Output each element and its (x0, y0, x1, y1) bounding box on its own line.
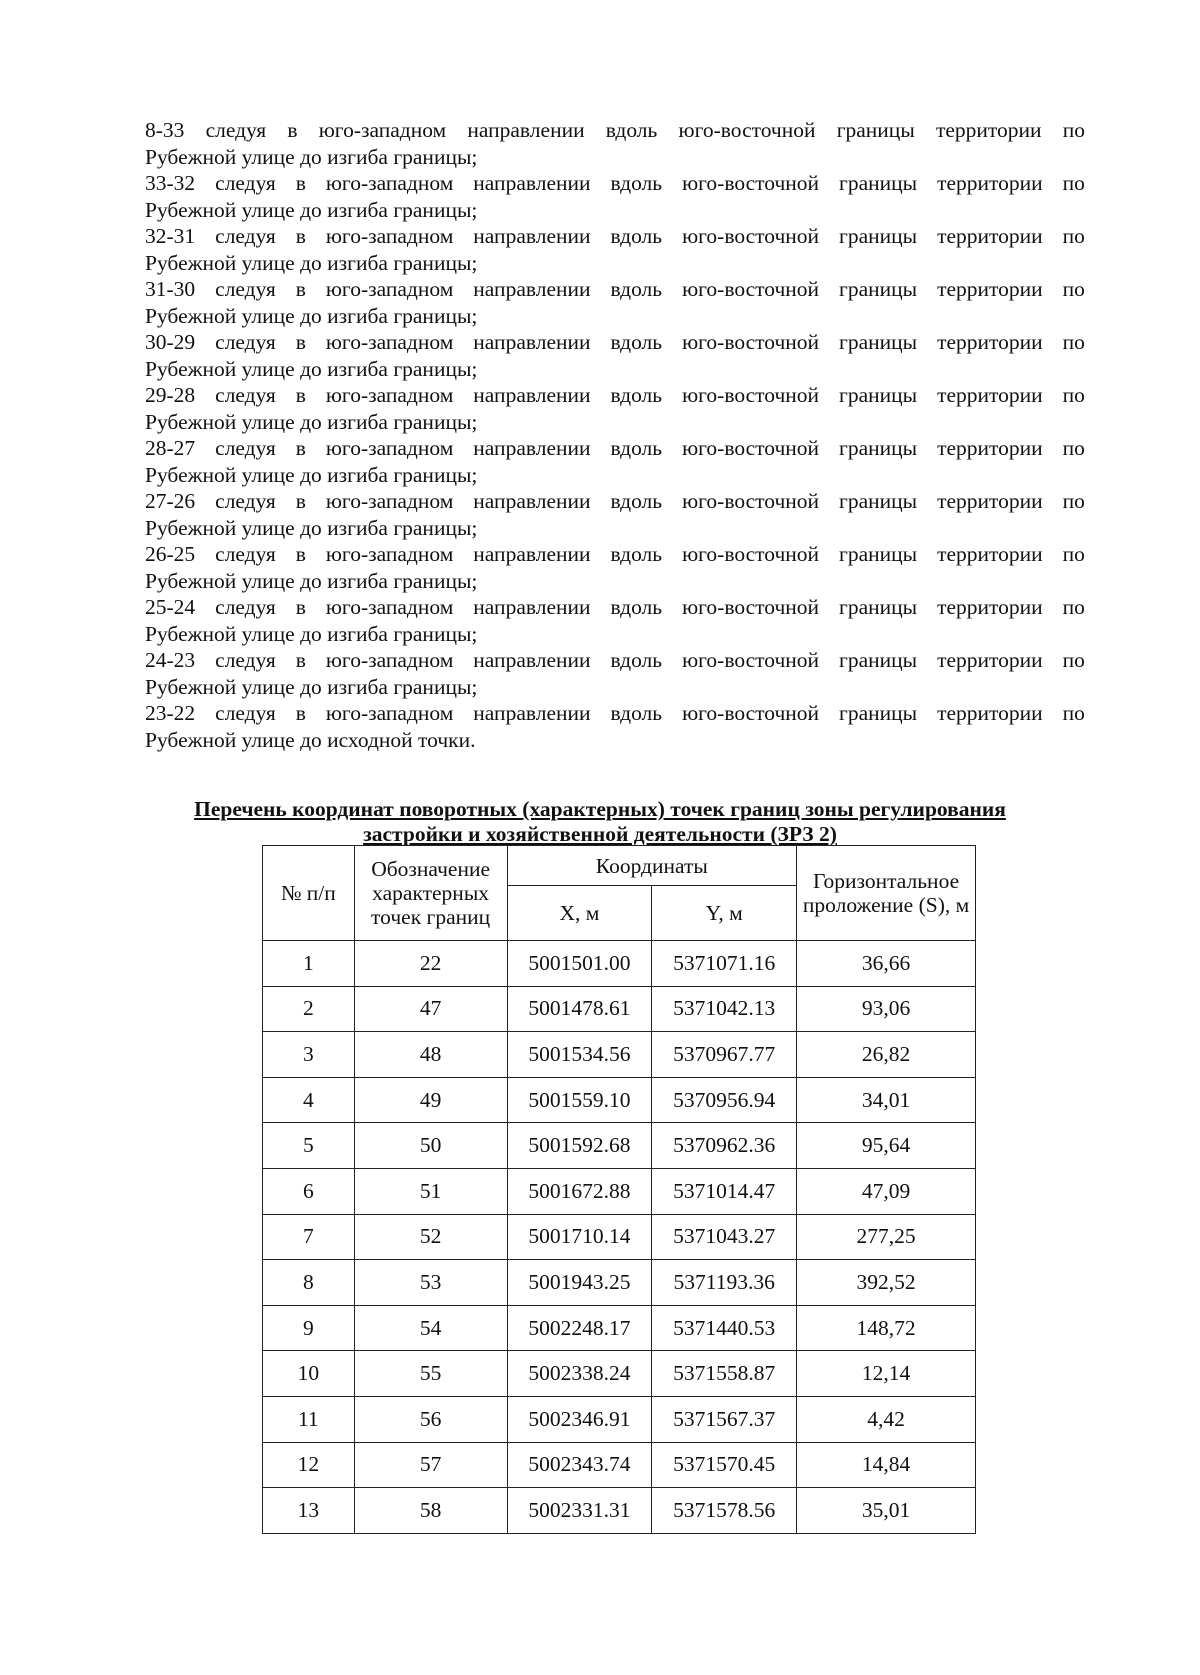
word: юго-восточной (682, 648, 820, 672)
word: 24-23 (145, 648, 196, 672)
word: территории (937, 595, 1043, 619)
word: территории (937, 436, 1043, 460)
y-coordinate: 5371071.16 (652, 941, 797, 987)
boundary-description (145, 117, 1085, 753)
x-coordinate: 5002331.31 (507, 1488, 652, 1534)
segment-entry (145, 329, 1085, 382)
word: в (295, 171, 306, 195)
word: 23-22 (145, 701, 196, 725)
segment-entry (145, 117, 1085, 170)
column-header-horizontal: Горизонтальное проложение (S), м (797, 846, 976, 941)
segment-second-line: Рубежной улице до изгиба границы; (145, 409, 478, 434)
segment-entry (145, 382, 1085, 435)
word: в (295, 595, 306, 619)
word: границы (839, 330, 918, 354)
row-number: 6 (263, 1168, 355, 1214)
word: в (295, 224, 306, 248)
word: вдоль (610, 383, 663, 407)
segment-first-line (145, 700, 1085, 727)
point-designation: 54 (354, 1305, 507, 1351)
table-title: Перечень координат поворотных (характерных) точек границ зоны регулирования застройки и хозяйственной деятельности (ЗРЗ 2) (194, 797, 1006, 846)
table-row (263, 1351, 976, 1397)
word: 26-25 (145, 542, 196, 566)
word: юго-восточной (682, 330, 820, 354)
point-designation: 53 (354, 1260, 507, 1306)
segment-second-line: Рубежной улице до изгиба границы; (145, 197, 478, 222)
word: следуя (215, 436, 276, 460)
word: юго-восточной (682, 224, 820, 248)
word: по (1062, 383, 1085, 407)
word: в (295, 489, 306, 513)
point-designation: 50 (354, 1123, 507, 1169)
word: границы (839, 701, 918, 725)
coordinates-table (262, 845, 976, 1534)
word: по (1062, 436, 1085, 460)
horizontal-distance: 47,09 (797, 1168, 976, 1214)
table-row (263, 1442, 976, 1488)
word: 25-24 (145, 595, 196, 619)
word: вдоль (610, 595, 663, 619)
word: 31-30 (145, 277, 196, 301)
word: границы (839, 648, 918, 672)
word: границы (839, 489, 918, 513)
horizontal-distance: 35,01 (797, 1488, 976, 1534)
word: следуя (215, 489, 276, 513)
word: юго-восточной (678, 118, 816, 142)
y-coordinate: 5370956.94 (652, 1077, 797, 1123)
word: по (1062, 648, 1085, 672)
row-number: 11 (263, 1396, 355, 1442)
point-designation: 55 (354, 1351, 507, 1397)
segment-first-line (145, 223, 1085, 250)
word: следуя (215, 542, 276, 566)
row-number: 13 (263, 1488, 355, 1534)
word: юго-западном (318, 118, 447, 142)
horizontal-distance: 26,82 (797, 1032, 976, 1078)
word: вдоль (610, 224, 663, 248)
word: направлении (473, 489, 591, 513)
word: границы (839, 542, 918, 566)
word: 29-28 (145, 383, 196, 407)
word: 8-33 (145, 118, 185, 142)
word: направлении (473, 648, 591, 672)
segment-first-line (145, 488, 1085, 515)
word: следуя (215, 648, 276, 672)
x-coordinate: 5001501.00 (507, 941, 652, 987)
word: границы (839, 277, 918, 301)
word: направлении (473, 542, 591, 566)
row-number: 1 (263, 941, 355, 987)
word: направлении (473, 224, 591, 248)
word: юго-западном (325, 489, 454, 513)
segment-entry (145, 170, 1085, 223)
segment-second-line: Рубежной улице до изгиба границы; (145, 250, 478, 275)
segment-second-line: Рубежной улице до изгиба границы; (145, 568, 478, 593)
word: вдоль (610, 489, 663, 513)
word: юго-западном (325, 224, 454, 248)
horizontal-distance: 148,72 (797, 1305, 976, 1351)
word: территории (937, 330, 1043, 354)
word: вдоль (610, 277, 663, 301)
column-header-number: № п/п (263, 846, 355, 941)
segment-second-line: Рубежной улице до изгиба границы; (145, 674, 478, 699)
segment-entry (145, 488, 1085, 541)
horizontal-distance: 392,52 (797, 1260, 976, 1306)
table-row (263, 1396, 976, 1442)
word: вдоль (610, 701, 663, 725)
column-header-x: X, м (507, 886, 652, 941)
horizontal-distance: 4,42 (797, 1396, 976, 1442)
point-designation: 22 (354, 941, 507, 987)
x-coordinate: 5001592.68 (507, 1123, 652, 1169)
word: следуя (215, 595, 276, 619)
word: следуя (215, 383, 276, 407)
word: границы (836, 118, 915, 142)
row-number: 9 (263, 1305, 355, 1351)
word: следуя (215, 277, 276, 301)
word: направлении (467, 118, 585, 142)
segment-second-line: Рубежной улице до изгиба границы; (145, 462, 478, 487)
word: следуя (215, 224, 276, 248)
segment-first-line (145, 170, 1085, 197)
word: вдоль (610, 648, 663, 672)
word: юго-западном (325, 277, 454, 301)
horizontal-distance: 36,66 (797, 941, 976, 987)
row-number: 5 (263, 1123, 355, 1169)
word: в (295, 701, 306, 725)
point-designation: 52 (354, 1214, 507, 1260)
row-number: 12 (263, 1442, 355, 1488)
word: юго-восточной (682, 489, 820, 513)
y-coordinate: 5371570.45 (652, 1442, 797, 1488)
table-row (263, 1077, 976, 1123)
word: по (1062, 171, 1085, 195)
x-coordinate: 5002343.74 (507, 1442, 652, 1488)
segment-first-line (145, 276, 1085, 303)
word: вдоль (610, 542, 663, 566)
row-number: 8 (263, 1260, 355, 1306)
table-row (263, 1214, 976, 1260)
segment-entry (145, 541, 1085, 594)
word: по (1062, 330, 1085, 354)
horizontal-distance: 95,64 (797, 1123, 976, 1169)
segment-first-line (145, 329, 1085, 356)
x-coordinate: 5001478.61 (507, 986, 652, 1032)
y-coordinate: 5371042.13 (652, 986, 797, 1032)
word: юго-западном (325, 436, 454, 460)
row-number: 7 (263, 1214, 355, 1260)
row-number: 3 (263, 1032, 355, 1078)
segment-first-line (145, 647, 1085, 674)
segment-first-line (145, 594, 1085, 621)
word: территории (937, 489, 1043, 513)
word: юго-восточной (682, 383, 820, 407)
point-designation: 51 (354, 1168, 507, 1214)
word: следуя (215, 171, 276, 195)
segment-entry (145, 647, 1085, 700)
word: 33-32 (145, 171, 196, 195)
segment-entry (145, 435, 1085, 488)
word: в (295, 330, 306, 354)
x-coordinate: 5002346.91 (507, 1396, 652, 1442)
y-coordinate: 5371578.56 (652, 1488, 797, 1534)
table-row (263, 1260, 976, 1306)
word: следуя (205, 118, 267, 142)
horizontal-distance: 14,84 (797, 1442, 976, 1488)
word: границы (839, 383, 918, 407)
segment-entry (145, 276, 1085, 329)
word: в (295, 436, 306, 460)
table-row (263, 1488, 976, 1534)
horizontal-distance: 34,01 (797, 1077, 976, 1123)
word: территории (937, 648, 1043, 672)
word: по (1062, 489, 1085, 513)
segment-entry (145, 700, 1085, 753)
x-coordinate: 5002338.24 (507, 1351, 652, 1397)
point-designation: 47 (354, 986, 507, 1032)
x-coordinate: 5001559.10 (507, 1077, 652, 1123)
word: по (1062, 224, 1085, 248)
word: по (1062, 595, 1085, 619)
word: по (1062, 277, 1085, 301)
y-coordinate: 5371558.87 (652, 1351, 797, 1397)
word: вдоль (610, 171, 663, 195)
x-coordinate: 5002248.17 (507, 1305, 652, 1351)
horizontal-distance: 12,14 (797, 1351, 976, 1397)
column-header-y: Y, м (652, 886, 797, 941)
row-number: 2 (263, 986, 355, 1032)
segment-second-line: Рубежной улице до изгиба границы; (145, 356, 478, 381)
word: границы (839, 436, 918, 460)
word: границы (839, 224, 918, 248)
y-coordinate: 5370962.36 (652, 1123, 797, 1169)
word: вдоль (610, 436, 663, 460)
word: территории (937, 383, 1043, 407)
word: направлении (473, 595, 591, 619)
word: в (295, 277, 306, 301)
segment-second-line: Рубежной улице до изгиба границы; (145, 144, 478, 169)
word: следуя (215, 330, 276, 354)
segment-second-line: Рубежной улице до исходной точки. (145, 727, 476, 752)
segment-first-line (145, 541, 1085, 568)
word: в (295, 542, 306, 566)
y-coordinate: 5371014.47 (652, 1168, 797, 1214)
segment-first-line (145, 117, 1085, 144)
word: по (1062, 701, 1085, 725)
row-number: 10 (263, 1351, 355, 1397)
column-header-coordinates: Координаты (507, 846, 797, 886)
word: границы (839, 595, 918, 619)
word: территории (937, 171, 1043, 195)
x-coordinate: 5001943.25 (507, 1260, 652, 1306)
word: направлении (473, 171, 591, 195)
word: юго-восточной (682, 542, 820, 566)
word: вдоль (610, 330, 663, 354)
word: юго-западном (325, 171, 454, 195)
word: юго-восточной (682, 436, 820, 460)
column-header-designation: Обозначение характерных точек границ (354, 846, 507, 941)
word: границы (839, 171, 918, 195)
word: юго-западном (325, 542, 454, 566)
word: территории (937, 277, 1043, 301)
y-coordinate: 5371193.36 (652, 1260, 797, 1306)
y-coordinate: 5371440.53 (652, 1305, 797, 1351)
table-row (263, 1168, 976, 1214)
table-row (263, 1032, 976, 1078)
word: 32-31 (145, 224, 196, 248)
word: по (1062, 118, 1085, 142)
word: юго-западном (325, 701, 454, 725)
x-coordinate: 5001710.14 (507, 1214, 652, 1260)
point-designation: 48 (354, 1032, 507, 1078)
segment-first-line (145, 382, 1085, 409)
row-number: 4 (263, 1077, 355, 1123)
word: юго-восточной (682, 171, 820, 195)
word: 27-26 (145, 489, 196, 513)
y-coordinate: 5371567.37 (652, 1396, 797, 1442)
word: 30-29 (145, 330, 196, 354)
table-row (263, 1305, 976, 1351)
table-row (263, 1123, 976, 1169)
word: направлении (473, 383, 591, 407)
table-row (263, 941, 976, 987)
point-designation: 58 (354, 1488, 507, 1534)
segment-entry (145, 594, 1085, 647)
word: юго-восточной (682, 595, 820, 619)
word: в (295, 383, 306, 407)
word: в (287, 118, 298, 142)
word: юго-восточной (682, 701, 820, 725)
segment-entry (145, 223, 1085, 276)
word: территории (937, 542, 1043, 566)
segment-first-line (145, 435, 1085, 462)
x-coordinate: 5001672.88 (507, 1168, 652, 1214)
horizontal-distance: 93,06 (797, 986, 976, 1032)
table-header-row (263, 846, 976, 886)
word: направлении (473, 436, 591, 460)
word: направлении (473, 277, 591, 301)
point-designation: 56 (354, 1396, 507, 1442)
segment-second-line: Рубежной улице до изгиба границы; (145, 303, 478, 328)
word: 28-27 (145, 436, 196, 460)
word: юго-восточной (682, 277, 820, 301)
x-coordinate: 5001534.56 (507, 1032, 652, 1078)
word: направлении (473, 330, 591, 354)
word: территории (935, 118, 1042, 142)
horizontal-distance: 277,25 (797, 1214, 976, 1260)
table-row (263, 986, 976, 1032)
word: направлении (473, 701, 591, 725)
segment-second-line: Рубежной улице до изгиба границы; (145, 515, 478, 540)
point-designation: 57 (354, 1442, 507, 1488)
word: территории (937, 701, 1043, 725)
word: в (295, 648, 306, 672)
word: юго-западном (325, 330, 454, 354)
segment-second-line: Рубежной улице до изгиба границы; (145, 621, 478, 646)
y-coordinate: 5371043.27 (652, 1214, 797, 1260)
word: юго-западном (325, 595, 454, 619)
word: следуя (215, 701, 276, 725)
word: юго-западном (325, 648, 454, 672)
word: юго-западном (325, 383, 454, 407)
word: территории (937, 224, 1043, 248)
y-coordinate: 5370967.77 (652, 1032, 797, 1078)
word: вдоль (605, 118, 658, 142)
word: по (1062, 542, 1085, 566)
point-designation: 49 (354, 1077, 507, 1123)
